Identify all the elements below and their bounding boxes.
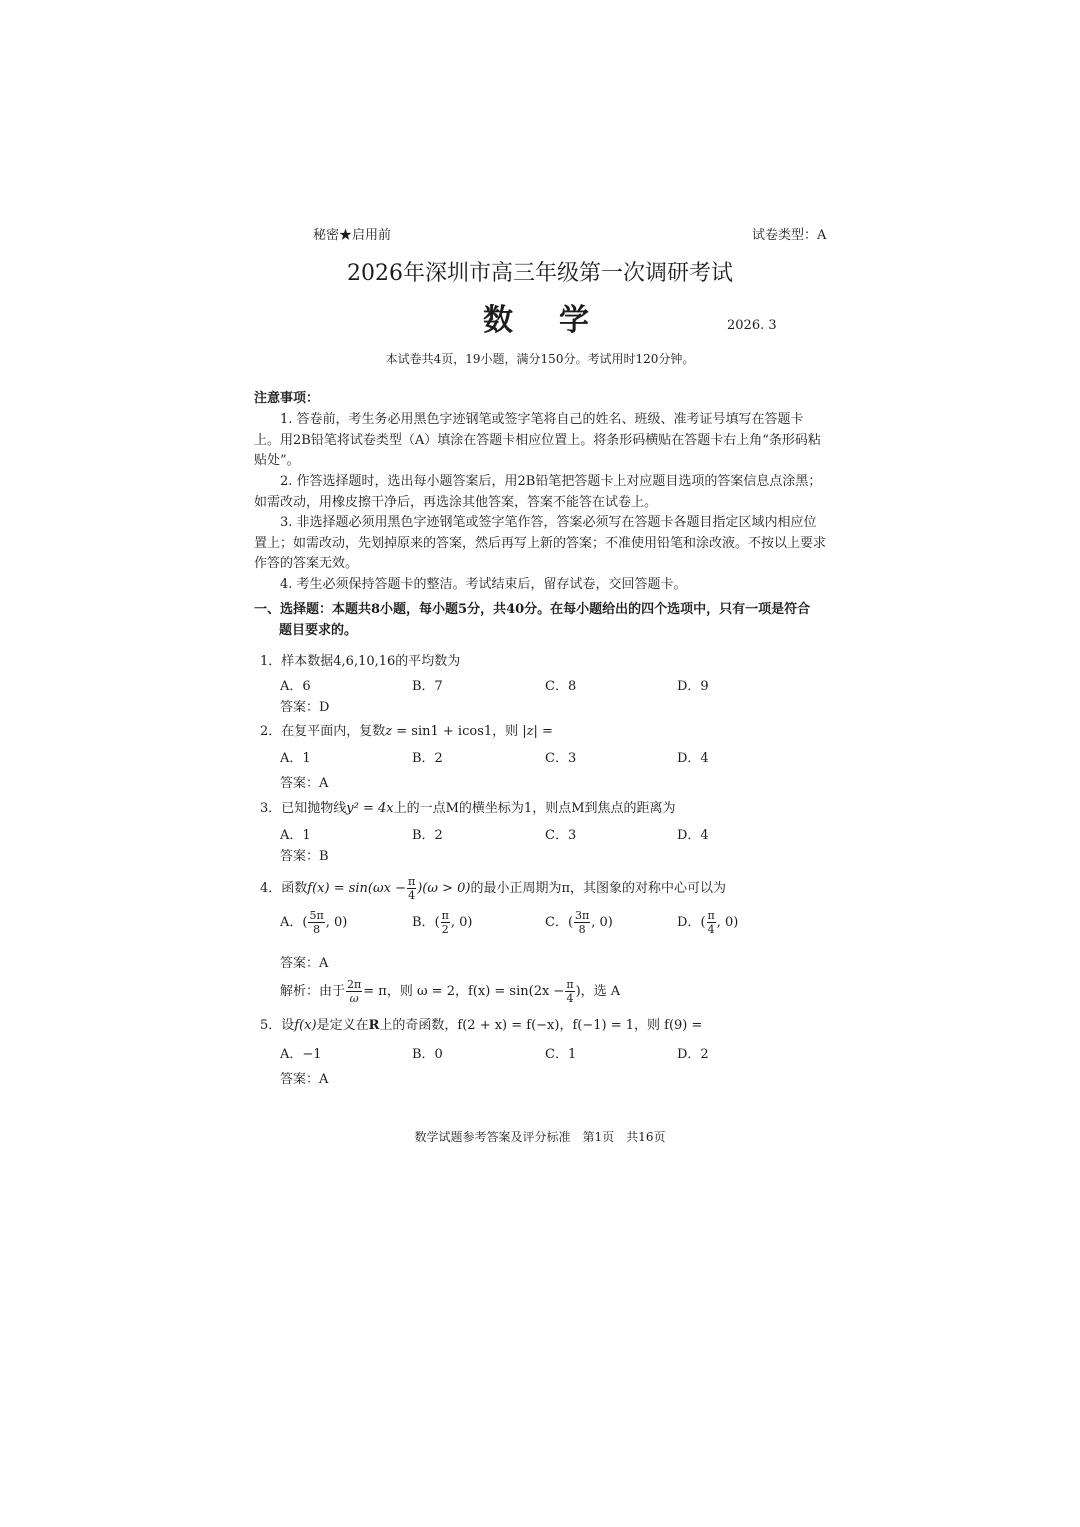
q4-c-close: , 0) bbox=[591, 915, 613, 930]
q4-d-fraction bbox=[707, 910, 716, 935]
q4-c-fraction bbox=[574, 910, 590, 935]
question-5-stem bbox=[260, 1016, 702, 1036]
q4-d-den: 4 bbox=[707, 923, 715, 936]
notice-item-1: 1. 答卷前，考生务必用黑色字迹钢笔或签字笔将自己的姓名、班级、准考证号填写在答题卡上。用2B铅笔将试卷类型（A）填涂在答题卡相应位置上。将条形码横贴在答题卡右上角“条形码粘贴处”。 bbox=[254, 412, 821, 468]
q5-stem-pre: 5．设 bbox=[260, 1018, 295, 1033]
q5-option-b: B．0 bbox=[412, 1047, 443, 1062]
q4-d-label: D． bbox=[677, 915, 701, 930]
q4-stem-fx: f(x) = sin(ωx − bbox=[307, 881, 406, 896]
q4-stem-post: 的最小正周期为π，其图象的对称中心可以为 bbox=[470, 881, 726, 896]
q2-option-c: C．3 bbox=[545, 751, 577, 766]
q5-option-d: D．2 bbox=[677, 1047, 709, 1062]
q4-sol2-den: 4 bbox=[566, 992, 574, 1005]
q4-answer: 答案：A bbox=[280, 956, 329, 971]
q5-option-a: A．−1 bbox=[280, 1047, 322, 1062]
q4-sol-fraction-2 bbox=[565, 979, 574, 1004]
q5-option-c: C．1 bbox=[545, 1047, 577, 1062]
q3-stem-post: 上的一点M的横坐标为1，则点M到焦点的距离为 bbox=[393, 801, 676, 816]
q4-option-a bbox=[280, 910, 347, 935]
q5-stem-post: 上的奇函数，f(2 + x) = f(−x)，f(−1) = 1，则 f(9) = bbox=[379, 1018, 703, 1033]
q3-option-d: D．4 bbox=[677, 828, 709, 843]
q3-option-a: A．1 bbox=[280, 828, 311, 843]
q4-stem-frac-num: π bbox=[407, 875, 416, 888]
q4-d-close: , 0) bbox=[716, 915, 739, 930]
q4-b-open: ( bbox=[434, 915, 440, 930]
q3-option-c: C．3 bbox=[545, 828, 577, 843]
q4-b-den: 2 bbox=[441, 923, 449, 936]
notice-item-4: 4. 考生必须保持答题卡的整洁。考试结束后，留存试卷，交回答题卡。 bbox=[280, 577, 687, 592]
section-heading-line1: 一、选择题：本题共8小题，每小题5分，共40分。在每小题给出的四个选项中，只有一项是符合 bbox=[254, 602, 811, 617]
header-confidential: 秘密★启用前 bbox=[313, 228, 392, 243]
q1-option-d: D．9 bbox=[677, 679, 709, 694]
q3-option-b: B．2 bbox=[412, 828, 443, 843]
q4-c-open: ( bbox=[567, 915, 574, 930]
q4-d-open: ( bbox=[700, 915, 706, 930]
exam-title: 2026年深圳市高三年级第一次调研考试 bbox=[347, 261, 733, 286]
q2-answer: 答案：A bbox=[280, 776, 329, 791]
q4-c-den: 8 bbox=[578, 923, 586, 936]
q4-a-label: A． bbox=[280, 915, 303, 930]
q4-stem-cond: )(ω > 0) bbox=[417, 881, 471, 896]
q1-option-a: A．6 bbox=[280, 679, 311, 694]
q4-a-num: 5π bbox=[309, 909, 324, 922]
q4-a-den: 8 bbox=[313, 923, 321, 936]
q4-option-b bbox=[412, 910, 472, 935]
q4-sol-post: )，选 A bbox=[575, 984, 621, 999]
q4-c-num: 3π bbox=[575, 909, 590, 922]
q1-option-c: C．8 bbox=[545, 679, 577, 694]
q2-stem-pre: 2．在复平面内，复数 bbox=[260, 724, 386, 739]
q4-stem-fraction bbox=[407, 876, 416, 901]
q4-a-open: ( bbox=[302, 915, 308, 930]
q5-stem-R: R bbox=[368, 1018, 380, 1033]
q4-sol-mid: = π，则 ω = 2，f(x) = sin(2x − bbox=[363, 984, 565, 999]
q2-option-b: B．2 bbox=[412, 751, 443, 766]
q4-a-fraction bbox=[308, 910, 324, 935]
q4-b-num: π bbox=[441, 909, 449, 922]
notice-item-2: 2. 作答选择题时，选出每小题答案后，用2B铅笔把答题卡上对应题目选项的答案信息点涂黑；如需改动，用橡皮擦干净后，再选涂其他答案，答案不能答在试卷上。 bbox=[254, 474, 822, 510]
q4-b-close: , 0) bbox=[450, 915, 473, 930]
exam-date: 2026. 3 bbox=[727, 318, 777, 333]
q4-b-fraction bbox=[441, 910, 450, 935]
question-3-stem bbox=[260, 799, 676, 819]
q5-answer: 答案：A bbox=[280, 1072, 329, 1087]
q1-option-b: B．7 bbox=[412, 679, 443, 694]
q4-solution bbox=[280, 979, 620, 1004]
q4-c-label: C． bbox=[545, 915, 568, 930]
subject-title: 数 学 bbox=[483, 303, 597, 338]
q4-sol-den: ω bbox=[349, 992, 359, 1005]
q5-stem-fx: f(x) bbox=[294, 1018, 317, 1033]
q4-stem-pre: 4．函数 bbox=[260, 881, 308, 896]
q4-sol2-num: π bbox=[566, 978, 574, 991]
question-2-stem bbox=[260, 722, 553, 742]
section-heading-line2: 题目要求的。 bbox=[279, 623, 358, 638]
q2-option-a: A．1 bbox=[280, 751, 311, 766]
header-paper-type: 试卷类型：A bbox=[752, 228, 827, 243]
q1-answer: 答案：D bbox=[280, 700, 330, 715]
q4-a-close: , 0) bbox=[325, 915, 348, 930]
notice-item-3: 3. 非选择题必须用黑色字迹钢笔或签字笔作答，答案必须写在答题卡各题目指定区域内相应位置上；如需改动，先划掉原来的答案，然后再写上新的答案；不准使用铅笔和涂改液。不按以上要求作答的答案无效。 bbox=[254, 515, 827, 571]
page-footer: 数学试题参考答案及评分标准 第1页 共16页 bbox=[414, 1130, 666, 1144]
q3-answer: 答案：B bbox=[280, 849, 329, 864]
q4-sol-pre: 解析：由于 bbox=[280, 984, 346, 999]
question-4-stem bbox=[260, 876, 726, 901]
q4-d-num: π bbox=[707, 909, 715, 922]
notice-heading: 注意事项： bbox=[254, 391, 320, 406]
q4-b-label: B． bbox=[412, 915, 435, 930]
q2-stem-z: z bbox=[385, 724, 393, 739]
q3-stem-eq: y² = 4x bbox=[346, 801, 394, 816]
q4-option-d bbox=[677, 910, 738, 935]
q2-stem-post: | = bbox=[533, 724, 553, 739]
q3-stem-pre: 3．已知抛物线 bbox=[260, 801, 347, 816]
q2-stem-mid: = sin1 + icos1，则 | bbox=[392, 724, 527, 739]
q4-stem-frac-den: 4 bbox=[408, 889, 416, 902]
q4-sol-num: 2π bbox=[347, 978, 362, 991]
q5-stem-mid: 是定义在 bbox=[316, 1018, 369, 1033]
q4-sol-fraction bbox=[346, 979, 362, 1004]
q2-option-d: D．4 bbox=[677, 751, 709, 766]
exam-info: 本试卷共4页，19小题，满分150分。考试用时120分钟。 bbox=[385, 352, 695, 366]
q2-stem-z2: z bbox=[526, 724, 534, 739]
q4-option-c bbox=[545, 910, 613, 935]
question-1-stem: 1．样本数据4,6,10,16的平均数为 bbox=[260, 654, 461, 669]
